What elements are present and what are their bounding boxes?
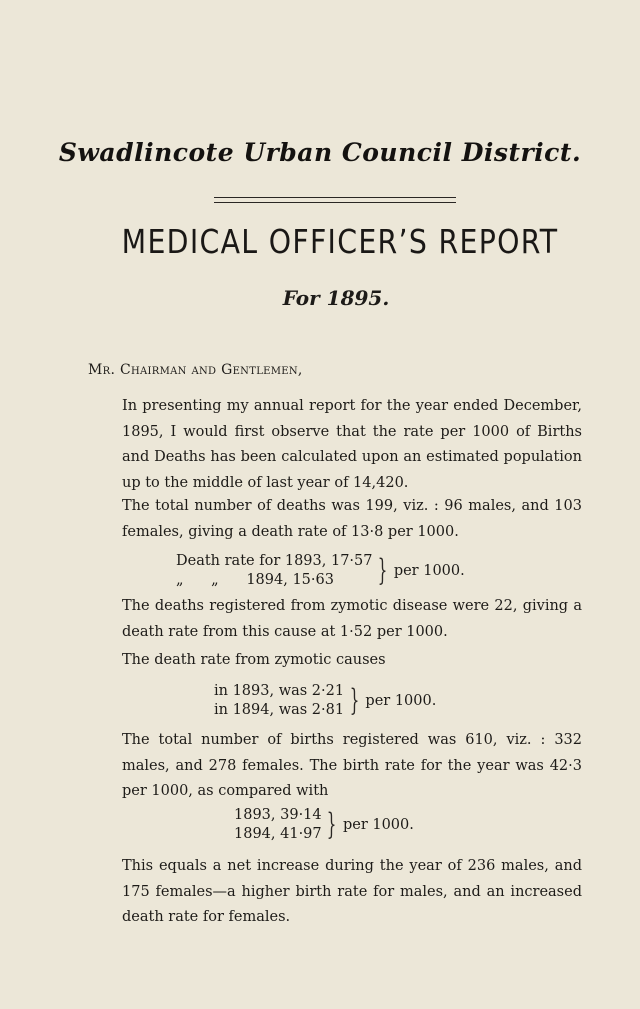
rate-unit: per 1000. (393, 562, 465, 579)
paragraph-population (88, 394, 582, 496)
paragraph-net-increase (88, 854, 582, 931)
paragraph-text: The total number of deaths was 199, viz. : 96 males, and 103 females, giving a death rate of 13·8 per 1000. (122, 498, 582, 540)
paragraph-zymotic-deaths (88, 594, 582, 645)
paragraph-births (88, 728, 582, 805)
rate-lines (176, 552, 373, 590)
paragraph-zymotic-intro: The death rate from zymotic causes (122, 652, 386, 668)
birth-rate-comparison (234, 806, 414, 844)
rate-line: Death rate for 1893, 17·57 (176, 553, 373, 569)
title-rule-lower (214, 202, 456, 203)
rate-line: „ „ 1894, 15·63 (176, 572, 334, 588)
salutation: Mr. Chairman and Gentlemen, (88, 362, 303, 378)
title-rule-upper (214, 197, 456, 198)
rate-line: in 1893, was 2·21 (214, 683, 345, 699)
rate-line: in 1894, was 2·81 (214, 702, 345, 718)
district-heading: Swadlincote Urban Council District. (58, 138, 582, 167)
death-rate-comparison (176, 552, 465, 590)
rate-lines (214, 682, 344, 720)
paragraph-text: This equals a net increase during the year of 236 males, and 175 females—a higher birth rate for males, and an increased death rate for females. (122, 858, 582, 925)
brace-icon: } (349, 683, 360, 718)
paragraph-text: In presenting my annual report for the year ended December, 1895, I would first observe that the rate per 1000 of Births and Deaths has been calculated upon an estimated population up to the middle of last year of 14,420. (122, 398, 582, 491)
paragraph-deaths (88, 494, 582, 545)
report-year: For 1895. (282, 286, 390, 310)
paragraph-text: The deaths registered from zymotic disease were 22, giving a death rate from this cause at 1·52 per 1000. (122, 598, 582, 640)
brace-icon: } (377, 553, 388, 588)
rate-lines (234, 806, 322, 844)
rate-line: 1893, 39·14 (234, 807, 322, 823)
brace-icon: } (327, 807, 337, 842)
report-title: MEDICAL OFFICER’S REPORT (121, 222, 559, 261)
rate-unit: per 1000. (342, 816, 414, 833)
zymotic-rate-comparison (214, 682, 436, 720)
rate-line: 1894, 41·97 (234, 826, 322, 842)
paragraph-text: The total number of births registered was 610, viz. : 332 males, and 278 females. The birth rate for the year was 42·3 per 1000, as compared with (122, 732, 582, 799)
rate-unit: per 1000. (365, 692, 437, 709)
